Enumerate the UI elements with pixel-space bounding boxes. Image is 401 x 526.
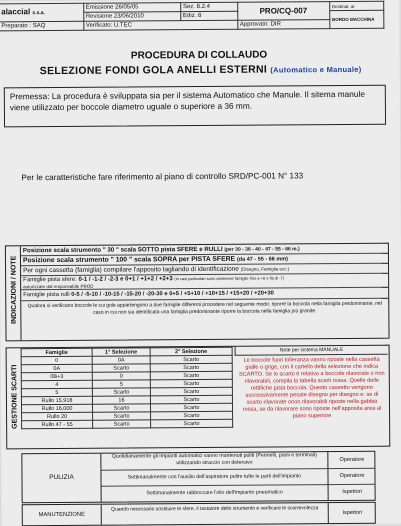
- table-row: Rullo 16,000 Scarto Scarto: [21, 403, 232, 412]
- table-row: 4 5 Scarto: [21, 379, 232, 388]
- indication-row-1: Posizione scala strumento " 30 " scala SOTTO pista SFERE e RULLI (per 30 - 36 - 40 - 47 - 55 - 66 m.): [21, 244, 388, 257]
- approved-by: Approvato: DIR: [237, 20, 329, 30]
- cleaning-owner-3: Ispettori: [328, 485, 376, 500]
- table-row: 5 Scarto Scarto: [21, 387, 232, 396]
- document-header: [0, 1, 384, 32]
- maintenance-owner: Ispettori: [328, 503, 376, 523]
- col-header-manual-notes: Note per sistema MANUALE: [235, 346, 388, 356]
- cleaning-section: [21, 451, 375, 503]
- cleaning-owner-1: Operatore: [327, 452, 375, 469]
- table-row: Rullo 15,918 16 Scarto: [21, 395, 232, 404]
- indication-row-2: Posizione scala strumento " 100 " scala SOPRA per PISTA SFERE (da 47 - 55 - 66 mm): [21, 254, 388, 267]
- waste-management-label: GESTIONE SCARTI: [11, 364, 19, 429]
- cleaning-label: PULIZIA: [22, 454, 101, 503]
- maintenance-label: MANUTENZIONE: [23, 505, 102, 526]
- waste-management-section: [6, 345, 391, 450]
- selection-table: [21, 347, 234, 429]
- cleaning-task-1: Quotidianamente gli impianti automatici vanno mantenuti puliti (Pennelli, piani e terminali) utilizzando straccio con detersivo: [101, 452, 327, 471]
- section: Sez. 8.2.4: [180, 2, 237, 11]
- prepared-by: Preparato : SAQ: [0, 21, 83, 31]
- table-row: 0 0A Scarto: [21, 355, 232, 364]
- col-header-families: Famiglie: [21, 348, 92, 356]
- table-row: Rullo 20 Scarto Scarto: [22, 411, 233, 420]
- col-header-first-selection: 1° Selezione: [92, 348, 150, 356]
- reference-text: Per le caratteristiche fare riferimento al piano di controllo SRD/PC-001 N° 133: [21, 171, 304, 183]
- indications-label: INDICAZIONI / NOTE: [10, 255, 18, 324]
- indication-row-4: Famiglie pista sfere: 0-1 / -1-2 / -2-3 e 0+1 / +1+2 / +2+3 (in casi particolari sono ammesse famiglie fino a +6 e fia di -7) autorizzate dal responsabile PROD: [21, 274, 388, 291]
- premise-box: Premessa: La procedura è sviluppata sia per il sistema Automatico che Manule. Il sitema manule viene utilizzato per boccole diametro uguale o superiore a 36 mm.: [4, 85, 386, 128]
- table-row: 0B+3 0 Scarto: [21, 371, 232, 380]
- indication-row-3: Per ogni cassetta (famiglia) compilare l'apposito tagliando di identificazione (Disegno, Famiglia ecc.): [21, 264, 388, 277]
- verified-by: Verificato: U.TEC: [83, 20, 237, 30]
- maintenance-task: Quando necessario sostituire le sfere, il tastatore dello strumento e verificare le scorrevolezza: [111, 505, 319, 513]
- maintenance-section: [22, 502, 376, 526]
- edition: Ediz. 8: [180, 11, 237, 20]
- procedure-subtitle: SELEZIONE FONDI GOLA ANELLI ESTERNI (Automatico e Manuale): [39, 63, 362, 78]
- procedure-title: PROCEDURA DI COLLAUDO: [130, 49, 268, 62]
- table-row: 0A Scarto Scarto: [21, 363, 232, 372]
- table-row: Rullo 47 - 55 Scarto Scarto: [22, 419, 233, 428]
- emission-date: Emissione 26/05/05: [83, 3, 180, 13]
- doc-code: PRO/CQ-007: [237, 2, 329, 21]
- indication-row-6: Qualora si verificano boccole le cui gole appartengono a due famiglie differenti procedere nel seguente modo: riporre la boccola nella famiglia predominante, nel caso in cui non sia identificata una famiglia predominante riporre la boccola nella famiglia più grande.: [27, 300, 382, 316]
- indication-row-5: Famiglie pista rulli 0-5 / -5-10 / -10-15 / -15-20 / -20-30 e 0+5 / +5+10 / +10+15 / +15+20 / +20+30: [21, 288, 388, 302]
- company-name: alaccial s.s.a.: [0, 3, 83, 22]
- destination-code: BORDO MACCHINA: [329, 10, 383, 28]
- indications-section: [5, 243, 390, 342]
- destination-label: Destinat. ar: [329, 1, 383, 10]
- revision-date: Revisione 23/06/2010: [83, 12, 180, 22]
- cleaning-owner-2: Operatore: [327, 469, 375, 485]
- manual-notes-text: Le boccole fuori tolleranza vanno riposte nella cassetta gialle o grige, con il cartello della selezione che indica SCARTO. Se lo scarto è relativo a boccole rilavorate o non rilavorabili, compila la tabella scarti rossa. Quelle delle rettifiche pista boccola. Questo cassetto vengono successivamente pesate disegno per disegno e: se di scarto rilavorate onon rilavorabili riposte nella gabbia rossa, se da rilavorare sono riposte nell'apposita area al piano superiore: [238, 356, 385, 420]
- cleaning-task-2: Settimanalmente con l'ausilio dell'aspiratore pulire tutte le parti dell'impianto: [101, 469, 327, 487]
- cleaning-task-3: Settimanalmente rabboccare l'olio dell'impianto pneumatico: [146, 489, 283, 497]
- col-header-second-selection: 2° Selezione: [150, 347, 232, 356]
